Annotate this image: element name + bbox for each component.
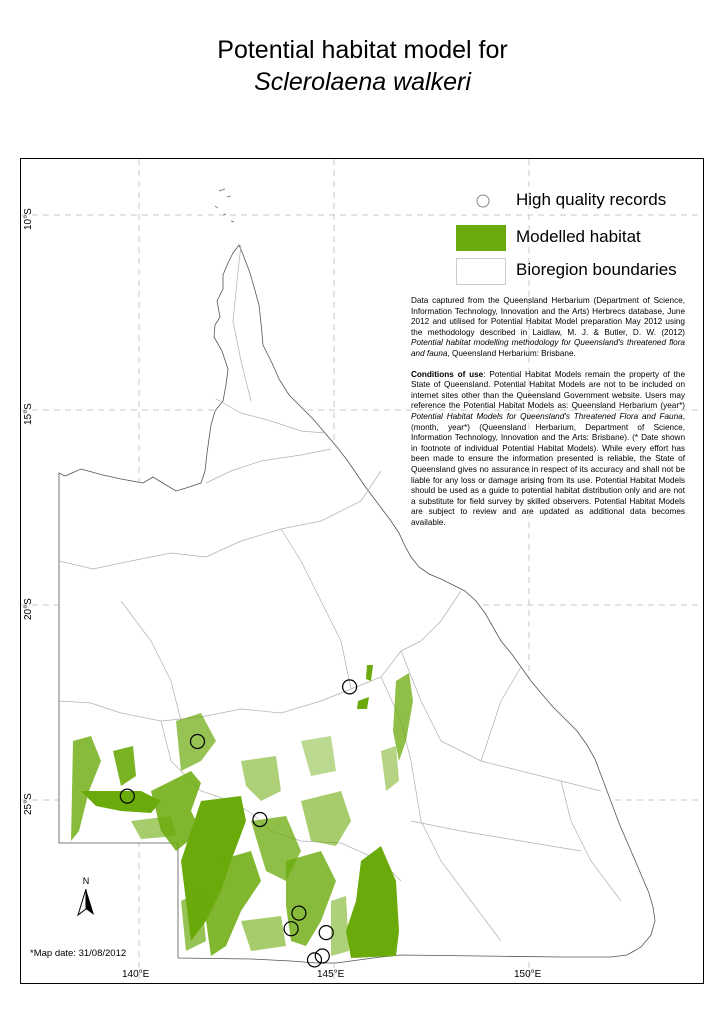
north-label: N <box>82 876 90 886</box>
species-name: Sclerolaena walkeri <box>254 68 471 96</box>
info-text <box>411 296 685 538</box>
conditions-text-1: : Potential Habitat Models remain the property of the State of Queensland. Potential Habitat Models are not to be included on internet sites other than the Queensland Government website. Users may reference the Potential Habitat Models as: Queensland Herbarium (year*) <box>411 369 685 411</box>
bioregion-swatch <box>456 258 506 285</box>
north-arrow-icon <box>74 875 98 921</box>
map-frame <box>20 158 704 984</box>
conditions-heading: Conditions of use <box>411 369 484 379</box>
methodology-title: Potential habitat modelling methodology for Queensland's threatened flora and fauna <box>411 338 685 358</box>
lat-label-20s: 20°S <box>23 598 34 620</box>
conditions-text-2: , (month, year*) (Queensland Herbarium, Department of Science, Information Technology, Innovation and the Arts: Brisbane). (* Date shown in footnote of individual Potential Habitat Models). While every effort has been made to ensure the information presented is reliable, the State of Queensland gives no assurance in respect of its accuracy and shall not be liable for any loss or damage arising from its use. Potential Habitat Models should be used as a guide to potential habitat distribution only and are not a substitute for field survey by skilled observers. Potential Habitat Models are subject to review and are updated as additional data becomes available. <box>411 411 685 527</box>
conditions-paragraph <box>411 370 685 529</box>
data-source-paragraph <box>411 296 685 360</box>
lon-label-145e: 145°E <box>317 969 345 980</box>
data-publisher: , Queensland Herbarium: Brisbane. <box>447 348 576 358</box>
lon-label-140e: 140°E <box>122 969 150 980</box>
data-source-text: Data captured from the Queensland Herbarium (Department of Science, Information Technology, Innovation and the Arts) Herbrecs database, June 2012 and utilised for Potential Habitat Model preparation May 2012 using the methodology described in Laidlaw, M. J. & Butler, D. W. (2012) <box>411 296 685 337</box>
torres-islands <box>215 189 234 222</box>
legend-records-label: High quality records <box>516 190 667 209</box>
lat-label-15s: 15°S <box>23 403 34 425</box>
habitat-swatch <box>456 225 506 251</box>
lon-label-150e: 150°E <box>514 969 542 980</box>
map-canvas <box>21 159 704 984</box>
record-symbol <box>456 190 516 216</box>
lat-label-10s: 10°S <box>23 208 34 230</box>
conditions-italic-title: Potential Habitat Models for Queensland's Threatened Flora and Fauna <box>411 411 683 421</box>
legend-habitat-label: Modelled habitat <box>516 227 641 246</box>
map-title: Potential habitat model for <box>217 36 508 64</box>
map-date: *Map date: 31/08/2012 <box>30 948 127 959</box>
legend-bioregion-label: Bioregion boundaries <box>516 260 677 279</box>
lat-label-25s: 25°S <box>23 793 34 815</box>
